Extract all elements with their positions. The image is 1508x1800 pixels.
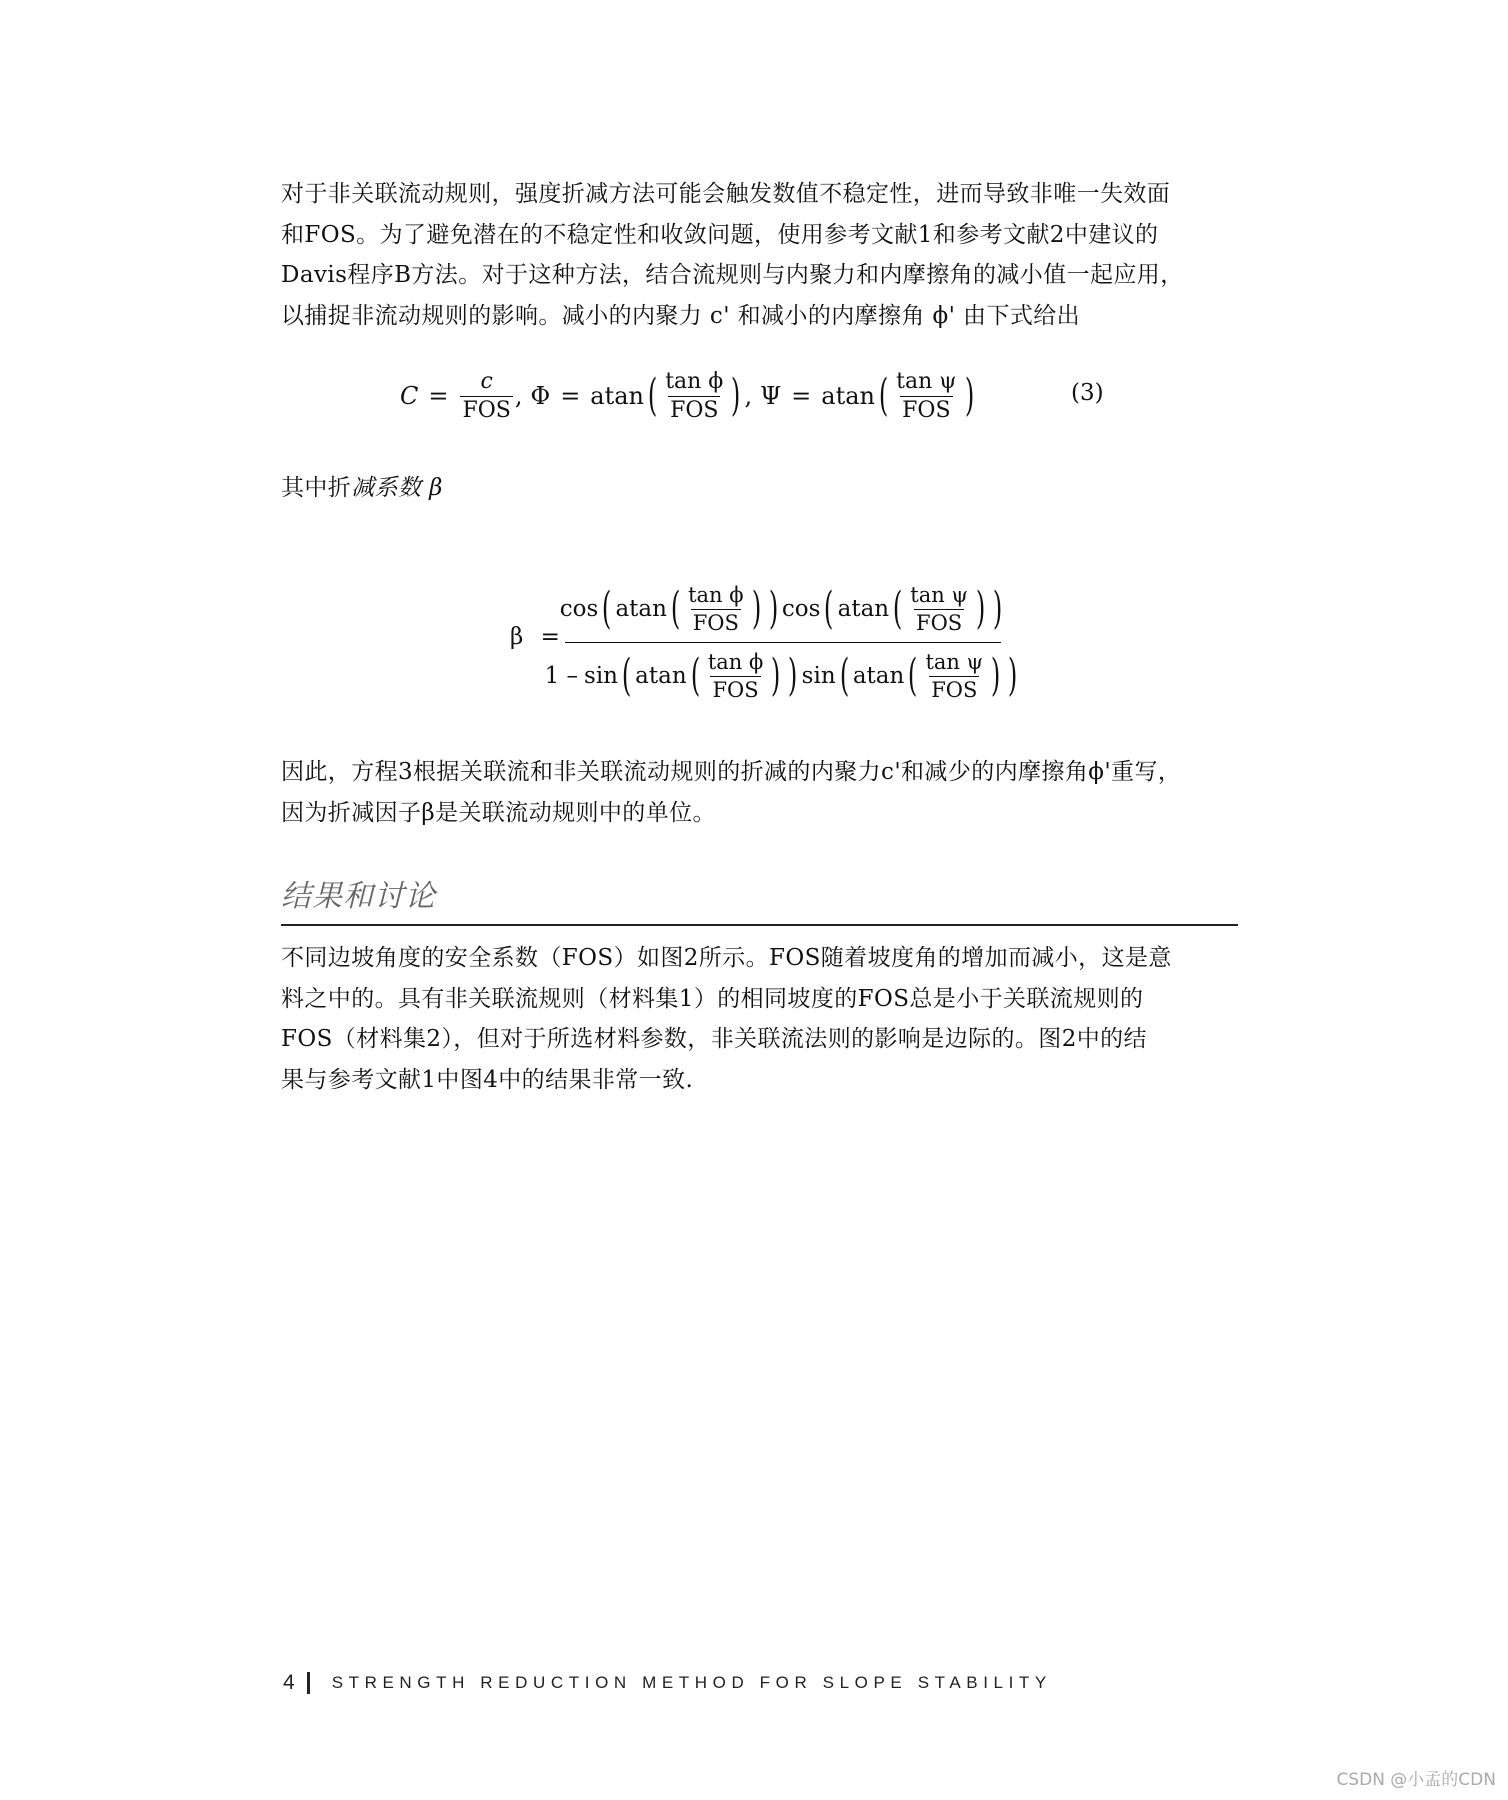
right-paren: ) bbox=[788, 650, 798, 701]
section-divider bbox=[281, 924, 1238, 926]
fraction-bar bbox=[565, 642, 1001, 643]
beta-intro-italic: 减系数 bbox=[351, 475, 422, 501]
fraction-tanphi-over-fos bbox=[686, 582, 745, 635]
paragraph-equation3-rewrite bbox=[281, 752, 1241, 833]
eq-atan: atan bbox=[615, 596, 667, 622]
eq-equals: = bbox=[560, 382, 581, 410]
paragraph-line: FOS（材料集2），但对于所选材料参数，非关联流法则的影响是边际的。图2中的结 bbox=[281, 1026, 1147, 1052]
paragraph-line: 和FOS。为了避免潜在的不稳定性和收敛问题，使用参考文献1和参考文献2中建议的 bbox=[281, 221, 1159, 248]
eq-equals: = bbox=[428, 382, 449, 410]
paragraph-line: 果与参考文献1中图4中的结果非常一致. bbox=[281, 1066, 694, 1093]
footer-separator bbox=[307, 1672, 310, 1694]
fraction-denominator: FOS bbox=[916, 610, 963, 635]
eq-atan: atan bbox=[821, 382, 875, 410]
paragraph-results bbox=[281, 938, 1241, 1100]
left-paren: ( bbox=[602, 583, 612, 634]
paragraph-line: 料之中的。具有非关联流规则（材料集1）的相同坡度的FOS总是小于关联流规则的 bbox=[281, 985, 1144, 1012]
footer-title: STRENGTH REDUCTION METHOD FOR SLOPE STABILITY bbox=[331, 1673, 1052, 1692]
beta-intro-line bbox=[281, 468, 1241, 509]
fraction-numerator: tan ψ bbox=[910, 582, 968, 607]
fraction-numerator: tan ψ bbox=[896, 368, 957, 394]
fraction-tanphi-over-fos bbox=[706, 649, 765, 702]
eq-sin: sin bbox=[801, 663, 836, 689]
fraction-denominator: FOS bbox=[931, 677, 978, 702]
beta-equation bbox=[510, 578, 1018, 708]
fraction-numerator: tan ϕ bbox=[707, 649, 764, 674]
section-heading: 结果和讨论 bbox=[281, 879, 436, 914]
eq-sin: sin bbox=[584, 663, 618, 689]
beta-intro bbox=[281, 468, 1241, 509]
eq-symbol-beta: β bbox=[510, 624, 524, 650]
fraction-tanphi-over-fos bbox=[663, 368, 725, 423]
paragraph-line: 因为折减因子β是关联流动规则中的单位。 bbox=[281, 799, 716, 826]
eq-symbol-Psi: Ψ bbox=[760, 382, 782, 410]
eq-one-minus: 1 – bbox=[544, 663, 579, 689]
left-paren: ( bbox=[647, 370, 658, 421]
fraction-tanpsi-over-fos bbox=[908, 582, 970, 635]
eq-cos: cos bbox=[781, 596, 821, 622]
fraction-denominator: FOS bbox=[670, 397, 719, 423]
right-paren: ) bbox=[771, 650, 781, 701]
beta-numerator bbox=[559, 578, 1003, 640]
beta-symbol: β bbox=[429, 475, 443, 501]
fraction-denominator: FOS bbox=[712, 677, 759, 702]
equation-number: (3) bbox=[1071, 380, 1104, 406]
right-paren: ) bbox=[751, 583, 761, 634]
right-paren: ) bbox=[992, 583, 1003, 634]
right-paren: ) bbox=[990, 650, 1001, 701]
page-footer bbox=[283, 1671, 1052, 1695]
fraction-numerator: c bbox=[480, 368, 493, 394]
left-paren: ( bbox=[824, 583, 834, 634]
eq-atan: atan bbox=[852, 663, 905, 689]
eq-atan: atan bbox=[837, 596, 890, 622]
fraction-denominator: FOS bbox=[902, 397, 951, 423]
right-paren: ) bbox=[975, 583, 986, 634]
paragraph-line: 因此，方程3根据关联流和非关联流动规则的折减的内聚力c'和减少的内摩擦角ϕ'重写， bbox=[281, 759, 1182, 785]
left-paren: ( bbox=[839, 650, 849, 701]
eq-atan: atan bbox=[635, 663, 687, 689]
eq-symbol-Phi: Φ bbox=[530, 382, 551, 410]
beta-denominator bbox=[544, 645, 1018, 707]
fraction-denominator: FOS bbox=[462, 397, 511, 423]
beta-fraction bbox=[544, 578, 1018, 707]
fraction-denominator: FOS bbox=[692, 610, 739, 635]
eq-equals: = bbox=[791, 382, 812, 410]
eq-atan: atan bbox=[590, 382, 645, 410]
eq-symbol-C: C bbox=[400, 382, 419, 410]
fraction-numerator: tan ϕ bbox=[665, 368, 724, 394]
paragraph-line: 以捕捉非流动规则的影响。减小的内聚力 c' 和减小的内摩擦角 ϕ' 由下式给出 bbox=[281, 302, 1081, 329]
left-paren: ( bbox=[690, 650, 700, 701]
right-paren: ) bbox=[964, 370, 974, 421]
left-paren: ( bbox=[878, 370, 889, 421]
paragraph-line: Davis程序B方法。对于这种方法，结合流规则与内聚力和内摩擦角的减小值一起应用， bbox=[281, 262, 1184, 288]
equation-3: C = $\frac{c}{\text{FOS}}$ , Φ = atan ( $\frac{\text{tan ϕ}}{\text{FOS}}$ ) , Ψ = atan ( $\frac{\text{tan ψ}}{\text{FOS}}$ ) (3) bbox=[400, 368, 1104, 423]
fraction-numerator: tan ψ bbox=[925, 649, 984, 674]
beta-lhs bbox=[510, 624, 570, 650]
left-paren: ( bbox=[908, 650, 918, 701]
eq-cos: cos bbox=[559, 596, 599, 622]
fraction-c-over-fos bbox=[460, 368, 512, 423]
fraction-numerator: tan ϕ bbox=[688, 582, 744, 607]
left-paren: ( bbox=[621, 650, 632, 701]
right-paren: ) bbox=[768, 583, 779, 634]
paragraph-line: 对于非关联流动规则，强度折减方法可能会触发数值不稳定性，进而导致非唯一失效面 bbox=[281, 181, 1171, 207]
eq-equals: = bbox=[540, 624, 560, 650]
beta-intro-prefix: 其中折 bbox=[281, 475, 352, 501]
left-paren: ( bbox=[892, 583, 903, 634]
watermark: CSDN @小孟的CDN bbox=[1336, 1770, 1496, 1790]
fraction-tanpsi-over-fos bbox=[923, 649, 985, 702]
fraction-tanpsi-over-fos bbox=[894, 368, 958, 423]
right-paren: ) bbox=[731, 370, 741, 421]
page-number: 4 bbox=[283, 1671, 295, 1694]
right-paren: ) bbox=[1008, 650, 1018, 701]
paragraph-line: 不同边坡角度的安全系数（FOS）如图2所示。FOS随着坡度角的增加而减小，这是意 bbox=[281, 945, 1172, 971]
paragraph-nonassociated-flow bbox=[281, 174, 1241, 336]
left-paren: ( bbox=[670, 583, 681, 634]
